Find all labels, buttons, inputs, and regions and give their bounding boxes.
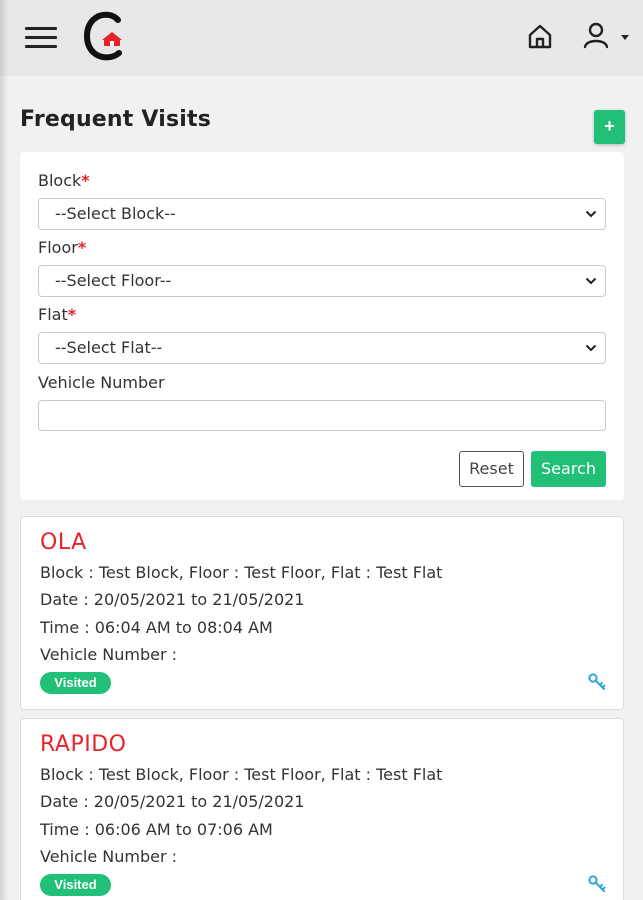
visit-location: Block : Test Block, Floor : Test Floor, Flat : Test Flat [40, 563, 443, 582]
floor-select[interactable] [38, 265, 606, 297]
visit-card [20, 718, 624, 900]
block-label-text: Block [38, 171, 82, 190]
chevron-down-icon [585, 342, 597, 354]
visit-date: Date : 20/05/2021 to 21/05/2021 [40, 590, 305, 609]
key-icon[interactable] [587, 874, 607, 894]
block-select[interactable] [38, 198, 606, 230]
key-icon[interactable] [587, 672, 607, 692]
visit-vehicle-number: Vehicle Number : [40, 847, 178, 866]
flat-select[interactable] [38, 332, 606, 364]
floor-label-text: Floor [38, 238, 78, 257]
filter-panel [20, 152, 624, 500]
flat-label [38, 305, 76, 324]
visit-card [20, 516, 624, 710]
visit-name: OLA [40, 530, 87, 555]
visit-location: Block : Test Block, Floor : Test Floor, Flat : Test Flat [40, 765, 443, 784]
status-badge: Visited [40, 672, 111, 694]
hamburger-menu-icon[interactable] [25, 27, 57, 49]
reset-button[interactable]: Reset [459, 451, 524, 487]
required-marker: * [67, 305, 77, 324]
vehicle-number-label: Vehicle Number [38, 373, 165, 392]
visit-name: RAPIDO [40, 732, 127, 757]
visit-date: Date : 20/05/2021 to 21/05/2021 [40, 792, 305, 811]
required-marker: * [77, 238, 87, 257]
search-button[interactable]: Search [531, 451, 606, 487]
home-icon[interactable] [524, 20, 556, 52]
page-title: Frequent Visits [20, 107, 211, 132]
floor-select-value: --Select Floor-- [55, 271, 172, 290]
add-visit-button[interactable]: + [594, 110, 625, 144]
top-navbar [0, 0, 643, 76]
chevron-down-icon [585, 208, 597, 220]
flat-select-value: --Select Flat-- [55, 338, 163, 357]
visit-time: Time : 06:04 AM to 08:04 AM [40, 618, 273, 637]
flat-label-text: Flat [38, 305, 68, 324]
vehicle-number-input[interactable] [38, 400, 606, 431]
floor-label [38, 238, 86, 257]
required-marker: * [81, 171, 90, 190]
status-badge: Visited [40, 874, 111, 896]
visit-time: Time : 06:06 AM to 07:06 AM [40, 820, 273, 839]
app-logo[interactable] [82, 10, 132, 62]
block-select-value: --Select Block-- [55, 204, 176, 223]
block-label [38, 171, 90, 190]
chevron-down-icon [585, 275, 597, 287]
user-menu-icon[interactable] [582, 20, 634, 52]
visit-vehicle-number: Vehicle Number : [40, 645, 178, 664]
sidebar-edge-shadow [0, 0, 8, 900]
